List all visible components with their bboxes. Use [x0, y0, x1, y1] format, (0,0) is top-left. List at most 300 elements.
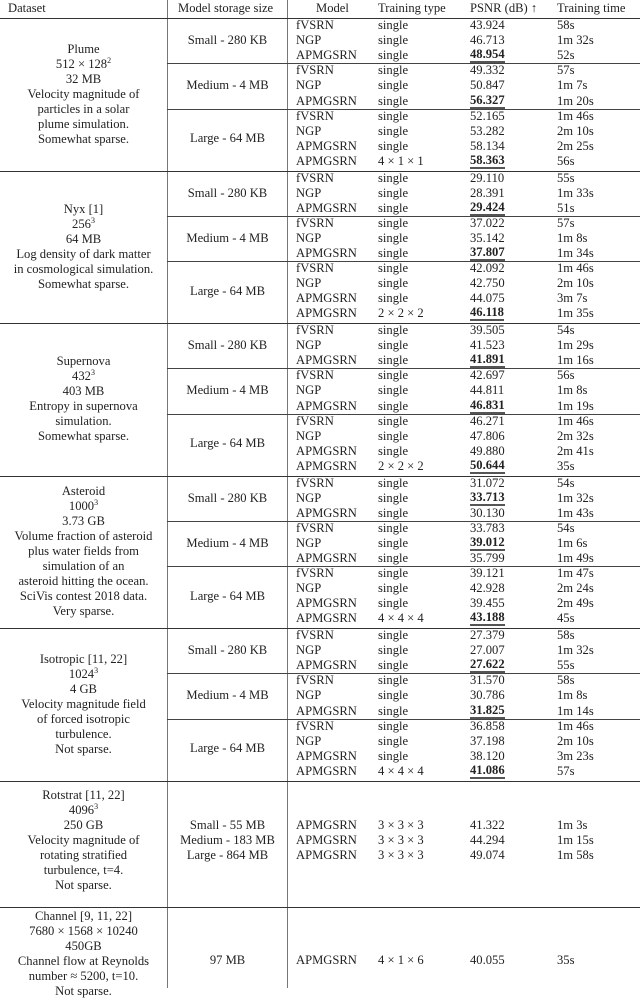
- model-cell: APMGSRN: [296, 611, 357, 626]
- psnr-cell: 46.271: [470, 413, 505, 428]
- training-type-cell: single: [378, 643, 409, 658]
- dataset-description-line: number ≈ 5200, t=10.: [28, 968, 139, 983]
- dataset-rule: [0, 907, 640, 908]
- dataset-description-line: rotating stratified: [39, 848, 128, 862]
- model-cell: NGP: [296, 428, 322, 443]
- psnr-cell-best: 37.807: [470, 245, 505, 259]
- training-type-cell: single: [378, 261, 409, 276]
- dataset-name: Isotropic [11, 22]: [39, 651, 128, 666]
- header-training-type: Training type: [378, 1, 446, 15]
- table-row: [0, 833, 640, 848]
- training-time-cell: 55s: [557, 658, 575, 673]
- dataset-resolution: 1024$^3$: [68, 665, 99, 681]
- model-cell: NGP: [296, 78, 322, 93]
- psnr-cell: 37.022: [470, 215, 505, 230]
- dataset-cell: [0, 484, 167, 619]
- training-time-cell: 1m 14s: [557, 703, 594, 718]
- model-cell: APMGSRN: [296, 93, 357, 108]
- training-time-cell: 3m 7s: [557, 291, 588, 306]
- training-time-cell: 52s: [557, 48, 575, 63]
- model-cell: APMGSRN: [296, 398, 357, 413]
- dataset-description-line: Log density of dark matter: [16, 246, 151, 261]
- psnr-cell: 58.134: [470, 138, 505, 153]
- training-type-cell: single: [378, 18, 409, 32]
- training-time-cell: 1m 46s: [557, 261, 594, 276]
- psnr-cell-best: 31.825: [470, 702, 505, 717]
- header-storage: Model storage size: [178, 1, 274, 15]
- storage-size-cell: Small - 280 KB: [187, 490, 268, 505]
- training-time-cell: 1m 47s: [557, 566, 594, 581]
- training-time-cell: 1m 46s: [557, 108, 594, 123]
- table-row: [0, 338, 640, 353]
- dataset-description-line: asteroid hitting the ocean.: [18, 574, 149, 589]
- table-row: [0, 323, 640, 338]
- dataset-description-line: Very sparse.: [52, 604, 115, 619]
- model-cell: APMGSRN: [296, 48, 357, 63]
- table-row: [0, 848, 640, 863]
- psnr-cell: 39.455: [470, 596, 505, 611]
- psnr-cell: 44.294: [470, 832, 505, 847]
- training-type-cell: 2 × 2 × 2: [378, 458, 424, 473]
- psnr-cell: 39.505: [470, 323, 505, 337]
- training-time-cell: 1m 15s: [557, 832, 594, 847]
- storage-size-cell: Small - 280 KB: [187, 33, 268, 48]
- model-cell: APMGSRN: [296, 246, 357, 260]
- training-type-cell: 4 × 4 × 4: [378, 611, 424, 626]
- training-type-cell: single: [378, 291, 409, 306]
- training-type-cell: single: [378, 93, 409, 108]
- training-type-cell: single: [378, 338, 409, 353]
- dataset-description-line: Not sparse.: [55, 878, 112, 892]
- storage-size-cell: Medium - 4 MB: [186, 78, 269, 93]
- psnr-cell: 49.074: [470, 848, 505, 863]
- model-cell: fVSRN: [296, 475, 334, 490]
- table-row: [0, 18, 640, 33]
- training-type-cell: single: [378, 276, 409, 291]
- dataset-name: Rotstrat [11, 22]: [42, 788, 125, 802]
- model-cell: NGP: [296, 185, 322, 200]
- training-type-cell: single: [378, 353, 409, 368]
- dataset-resolution: $256^3$: [72, 215, 95, 231]
- header-training-time: Training time: [557, 1, 626, 15]
- psnr-cell: 29.110: [470, 170, 505, 185]
- training-time-cell: 57s: [557, 63, 575, 78]
- dataset-size: 3.73 GB: [62, 514, 105, 529]
- model-cell: NGP: [296, 383, 322, 398]
- training-time-cell: 2m 41s: [557, 443, 594, 458]
- psnr-cell: 47.806: [470, 428, 505, 443]
- training-type-cell: single: [378, 748, 409, 763]
- table-row: [0, 459, 640, 474]
- training-type-cell: single: [378, 596, 409, 611]
- training-type-cell: single: [378, 443, 409, 458]
- training-time-cell: 1m 58s: [557, 848, 594, 863]
- model-cell: fVSRN: [296, 413, 334, 428]
- model-cell: fVSRN: [296, 170, 334, 185]
- training-type-cell: single: [378, 566, 409, 581]
- training-time-cell: 2m 49s: [557, 596, 594, 611]
- training-type-cell: 4 × 1 × 6: [378, 952, 424, 967]
- dataset-resolution: 4096$^3$: [68, 802, 99, 817]
- model-cell: APMGSRN: [296, 505, 357, 520]
- training-time-cell: 57s: [557, 215, 575, 230]
- psnr-cell: 44.811: [470, 383, 505, 398]
- training-type-cell: 3 × 3 × 3: [378, 832, 424, 847]
- training-time-cell: 1m 3s: [557, 817, 588, 832]
- psnr-cell-best: 58.363: [470, 152, 505, 167]
- storage-size-cell: Large - 64 MB: [190, 436, 265, 451]
- training-time-cell: 2m 10s: [557, 123, 594, 138]
- training-type-cell: single: [378, 718, 409, 733]
- training-time-cell: 2m 24s: [557, 581, 594, 596]
- dataset-size: 250 GB: [63, 818, 104, 832]
- dataset-description-line: in cosmological simulation.: [13, 261, 154, 276]
- psnr-cell: 30.786: [470, 688, 505, 703]
- training-time-cell: 51s: [557, 200, 575, 215]
- dataset-resolution: $512 \times 128^2$: [55, 55, 112, 71]
- training-time-cell: 2m 10s: [557, 276, 594, 291]
- model-cell: fVSRN: [296, 718, 334, 733]
- psnr-cell: 53.282: [470, 123, 505, 138]
- model-cell: NGP: [296, 535, 322, 550]
- model-cell: APMGSRN: [296, 551, 357, 565]
- table-row: [0, 953, 640, 968]
- training-time-cell: 45s: [557, 611, 575, 626]
- psnr-cell: 31.570: [470, 673, 505, 688]
- model-cell: NGP: [296, 733, 322, 748]
- dataset-cell: [0, 354, 167, 444]
- training-time-cell: 54s: [557, 520, 575, 535]
- model-cell: NGP: [296, 581, 322, 596]
- training-time-cell: 1m 46s: [557, 718, 594, 733]
- dataset-size: 450GB: [65, 938, 102, 953]
- dataset-name: Asteroid: [61, 484, 106, 499]
- model-cell: APMGSRN: [296, 817, 357, 832]
- model-cell: APMGSRN: [296, 703, 357, 718]
- training-time-cell: 2m 32s: [557, 428, 594, 443]
- model-cell: fVSRN: [296, 673, 334, 688]
- psnr-cell-best: 27.622: [470, 657, 505, 672]
- training-time-cell: 1m 8s: [557, 230, 588, 245]
- model-cell: NGP: [296, 490, 322, 505]
- storage-size-cell: Large - 64 MB: [190, 131, 265, 146]
- training-type-cell: single: [378, 246, 409, 260]
- model-cell: APMGSRN: [296, 291, 357, 306]
- training-type-cell: single: [378, 581, 409, 596]
- model-cell: APMGSRN: [296, 596, 357, 611]
- psnr-cell: 28.391: [470, 185, 505, 200]
- training-time-cell: 1m 8s: [557, 688, 588, 703]
- training-type-cell: single: [378, 520, 409, 535]
- psnr-cell: 36.858: [470, 718, 505, 733]
- psnr-cell: 49.880: [470, 443, 505, 458]
- storage-size-cell: Large - 64 MB: [190, 588, 265, 603]
- storage-size-cell: Medium - 4 MB: [186, 535, 269, 550]
- psnr-cell: 42.928: [470, 581, 505, 596]
- psnr-cell-best: 46.831: [470, 397, 505, 412]
- training-type-cell: single: [378, 78, 409, 93]
- psnr-cell: 27.007: [470, 643, 505, 658]
- training-type-cell: single: [378, 230, 409, 245]
- dataset-size: 403 MB: [62, 384, 105, 399]
- model-cell: fVSRN: [296, 323, 334, 337]
- dataset-name: Nyx [1]: [63, 201, 104, 216]
- training-time-cell: 1m 43s: [557, 505, 594, 520]
- training-time-cell: 1m 32s: [557, 33, 594, 48]
- training-type-cell: 2 × 2 × 2: [378, 306, 424, 321]
- dataset-description-line: Volume fraction of asteroid: [14, 529, 153, 544]
- training-time-cell: 1m 29s: [557, 338, 594, 353]
- table-row: [0, 291, 640, 306]
- training-time-cell: 55s: [557, 170, 575, 185]
- dataset-description-line: Channel flow at Reynolds: [17, 953, 150, 968]
- training-type-cell: single: [378, 475, 409, 490]
- storage-size-cell: Medium - 4 MB: [186, 230, 269, 245]
- table-row: [0, 818, 640, 833]
- psnr-cell-best: 33.713: [470, 489, 505, 504]
- training-time-cell: 1m 20s: [557, 93, 594, 108]
- training-type-cell: single: [378, 138, 409, 153]
- psnr-cell-best: 56.327: [470, 92, 505, 107]
- training-time-cell: 1m 19s: [557, 398, 594, 413]
- storage-size-cell: Small - 55 MB: [189, 817, 266, 832]
- training-time-cell: 58s: [557, 673, 575, 688]
- storage-size-cell: Medium - 183 MB: [180, 832, 275, 847]
- model-cell: fVSRN: [296, 520, 334, 535]
- dataset-size: 4 GB: [70, 681, 97, 696]
- training-time-cell: 1m 46s: [557, 413, 594, 428]
- training-type-cell: single: [378, 490, 409, 505]
- storage-size-cell: 97 MB: [209, 952, 246, 967]
- model-cell: fVSRN: [296, 18, 334, 32]
- psnr-cell: 40.055: [470, 952, 505, 967]
- training-time-cell: 2m 10s: [557, 733, 594, 748]
- model-cell: NGP: [296, 643, 322, 658]
- psnr-cell-best: 41.891: [470, 352, 505, 367]
- model-cell: NGP: [296, 276, 322, 291]
- model-cell: APMGSRN: [296, 658, 357, 673]
- training-time-cell: 1m 6s: [557, 535, 588, 550]
- model-cell: NGP: [296, 338, 322, 353]
- training-type-cell: single: [378, 323, 409, 337]
- dataset-description-line: Somewhat sparse.: [38, 131, 129, 146]
- psnr-cell: 35.142: [470, 230, 505, 245]
- model-cell: NGP: [296, 688, 322, 703]
- psnr-cell: 41.322: [470, 817, 505, 832]
- training-time-cell: 57s: [557, 763, 575, 778]
- resolution-exponent: 3: [90, 368, 95, 378]
- training-type-cell: single: [378, 688, 409, 703]
- model-cell: NGP: [296, 123, 322, 138]
- psnr-cell-best: 46.118: [470, 305, 504, 320]
- dataset-description-line: plus water fields from: [28, 544, 139, 559]
- training-time-cell: 1m 35s: [557, 306, 594, 321]
- training-type-cell: single: [378, 48, 409, 63]
- dataset-size: 64 MB: [65, 231, 102, 246]
- training-type-cell: single: [378, 170, 409, 185]
- dataset-name: Channel [9, 11, 22]: [34, 908, 133, 923]
- dataset-description-line: Entropy in supernova: [29, 399, 138, 414]
- dataset-resolution: 1000$^3$: [68, 498, 99, 514]
- psnr-cell: 30.130: [470, 505, 505, 520]
- dataset-description-line: Velocity magnitude field: [21, 696, 146, 711]
- dataset-cell: [0, 42, 167, 147]
- model-cell: fVSRN: [296, 368, 334, 383]
- psnr-cell: 46.713: [470, 33, 505, 48]
- model-cell: APMGSRN: [296, 458, 357, 473]
- storage-size-cell: Small - 280 KB: [187, 185, 268, 200]
- training-time-cell: 54s: [557, 475, 575, 490]
- psnr-cell: 44.075: [470, 291, 505, 306]
- psnr-cell: 42.750: [470, 276, 505, 291]
- psnr-cell: 43.924: [470, 18, 505, 32]
- training-time-cell: 1m 49s: [557, 551, 594, 565]
- dataset-cell: [0, 652, 167, 757]
- training-time-cell: 1m 16s: [557, 353, 594, 368]
- training-time-cell: 1m 32s: [557, 643, 594, 658]
- psnr-cell-best: 43.188: [470, 610, 505, 625]
- training-type-cell: single: [378, 703, 409, 718]
- storage-size-cell: Small - 280 KB: [187, 338, 268, 353]
- storage-size-cell: Large - 864 MB: [186, 848, 269, 863]
- table-row: [0, 306, 640, 321]
- table-row: [0, 171, 640, 186]
- psnr-cell: 31.072: [470, 475, 505, 490]
- training-time-cell: 35s: [557, 458, 575, 473]
- header-psnr: PSNR (dB) ↑: [470, 1, 538, 15]
- psnr-cell-best: 39.012: [470, 534, 505, 549]
- dataset-description-line: simulation.: [55, 414, 112, 429]
- model-cell: APMGSRN: [296, 306, 357, 321]
- training-type-cell: 3 × 3 × 3: [378, 817, 424, 832]
- dataset-rule: [0, 781, 640, 782]
- training-type-cell: single: [378, 123, 409, 138]
- storage-size-cell: Medium - 4 MB: [186, 688, 269, 703]
- model-cell: fVSRN: [296, 628, 334, 642]
- table-row: [0, 764, 640, 779]
- training-type-cell: single: [378, 413, 409, 428]
- training-time-cell: 56s: [557, 368, 575, 383]
- training-type-cell: single: [378, 658, 409, 673]
- model-cell: APMGSRN: [296, 763, 357, 778]
- training-time-cell: 3m 23s: [557, 748, 594, 763]
- dataset-description-line: plume simulation.: [38, 116, 129, 131]
- training-type-cell: 3 × 3 × 3: [378, 848, 424, 863]
- dataset-description-line: SciVis contest 2018 data.: [19, 589, 148, 604]
- dataset-description-line: Somewhat sparse.: [38, 276, 129, 291]
- model-cell: APMGSRN: [296, 200, 357, 215]
- table-row: [0, 154, 640, 169]
- training-time-cell: 1m 8s: [557, 383, 588, 398]
- table-row: [0, 444, 640, 459]
- model-cell: APMGSRN: [296, 952, 357, 967]
- training-time-cell: 1m 33s: [557, 185, 594, 200]
- psnr-cell: 35.799: [470, 551, 505, 565]
- dataset-size: 32 MB: [65, 71, 102, 86]
- dataset-resolution: 7680 × 1568 × 10240: [29, 923, 138, 938]
- model-cell: APMGSRN: [296, 353, 357, 368]
- dataset-description-line: Velocity magnitude of: [27, 833, 140, 847]
- psnr-cell: 41.523: [470, 338, 505, 353]
- training-type-cell: 4 × 4 × 4: [378, 763, 424, 778]
- resolution-exponent: 3: [94, 498, 99, 508]
- psnr-cell: 50.847: [470, 78, 505, 93]
- psnr-cell-best: 41.086: [470, 762, 505, 777]
- training-type-cell: single: [378, 108, 409, 123]
- training-type-cell: single: [378, 733, 409, 748]
- table-header: [0, 0, 640, 18]
- dataset-resolution: $432^3$: [72, 368, 95, 384]
- model-cell: APMGSRN: [296, 832, 357, 847]
- model-cell: APMGSRN: [296, 748, 357, 763]
- psnr-cell: 37.198: [470, 733, 505, 748]
- training-time-cell: 58s: [557, 18, 575, 32]
- training-type-cell: single: [378, 200, 409, 215]
- training-type-cell: single: [378, 398, 409, 413]
- resolution-exponent: 3: [94, 665, 99, 675]
- training-time-cell: 58s: [557, 628, 575, 642]
- model-cell: fVSRN: [296, 566, 334, 581]
- dataset-description-line: Not sparse.: [55, 741, 112, 756]
- training-time-cell: 1m 7s: [557, 78, 588, 93]
- training-type-cell: 4 × 1 × 1: [378, 153, 424, 168]
- training-time-cell: 56s: [557, 153, 575, 168]
- training-time-cell: 1m 32s: [557, 490, 594, 505]
- training-time-cell: 2m 25s: [557, 138, 594, 153]
- training-type-cell: single: [378, 535, 409, 550]
- storage-size-cell: Large - 64 MB: [190, 283, 265, 298]
- table-row: [0, 186, 640, 201]
- dataset-description-line: turbulence.: [55, 726, 112, 741]
- training-type-cell: single: [378, 505, 409, 520]
- storage-size-cell: Large - 64 MB: [190, 741, 265, 756]
- training-type-cell: single: [378, 551, 409, 565]
- psnr-cell-best: 50.644: [470, 457, 505, 472]
- resolution-exponent: 3: [94, 802, 99, 811]
- training-type-cell: single: [378, 33, 409, 48]
- model-cell: APMGSRN: [296, 138, 357, 153]
- psnr-cell: 42.697: [470, 368, 505, 383]
- training-type-cell: single: [378, 628, 409, 642]
- dataset-name: Supernova: [56, 354, 111, 369]
- model-cell: APMGSRN: [296, 153, 357, 168]
- model-cell: NGP: [296, 230, 322, 245]
- training-type-cell: single: [378, 368, 409, 383]
- training-type-cell: single: [378, 215, 409, 230]
- training-type-cell: single: [378, 383, 409, 398]
- dataset-cell: [0, 202, 167, 292]
- dataset-description-line: simulation of an: [42, 559, 125, 574]
- model-cell: APMGSRN: [296, 443, 357, 458]
- training-type-cell: single: [378, 185, 409, 200]
- psnr-cell: 42.092: [470, 261, 505, 276]
- storage-size-cell: Medium - 4 MB: [186, 383, 269, 398]
- header-dataset: Dataset: [8, 1, 46, 15]
- psnr-cell: 49.332: [470, 63, 505, 78]
- training-time-cell: 54s: [557, 323, 575, 337]
- psnr-cell: 52.165: [470, 108, 505, 123]
- dataset-description-line: turbulence, t=4.: [43, 863, 124, 877]
- model-cell: fVSRN: [296, 108, 334, 123]
- dataset-name: Plume: [67, 41, 100, 56]
- dataset-description-line: particles in a solar: [37, 101, 130, 116]
- training-time-cell: 35s: [557, 952, 575, 967]
- storage-size-cell: Small - 280 KB: [187, 643, 268, 658]
- training-type-cell: single: [378, 63, 409, 78]
- training-type-cell: single: [378, 428, 409, 443]
- table-row: [0, 628, 640, 643]
- model-cell: NGP: [296, 33, 322, 48]
